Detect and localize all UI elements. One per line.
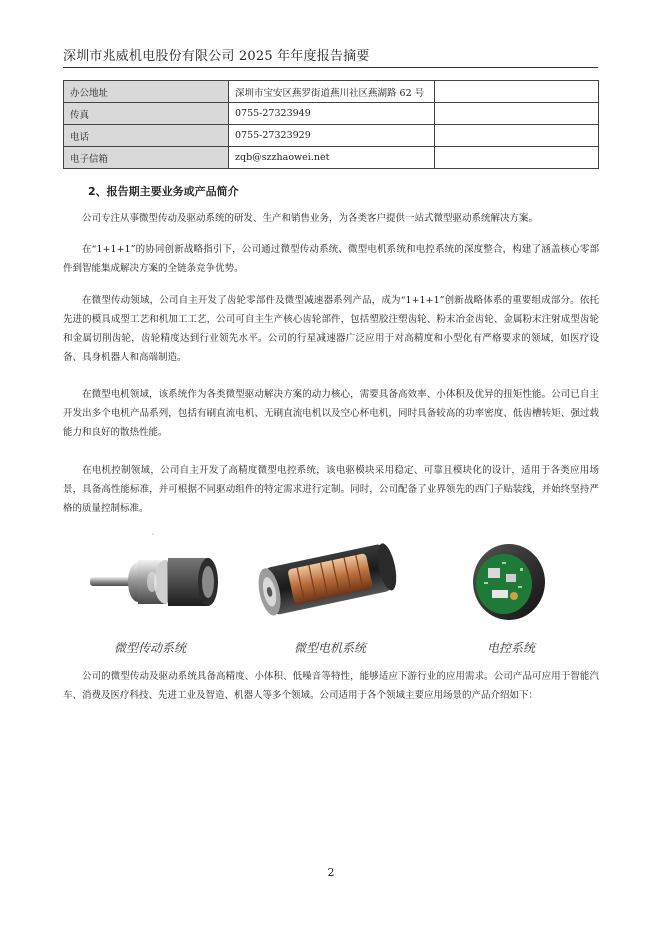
table-cell-extra <box>435 125 599 147</box>
section-heading: 2、报告期主要业务或产品简介 <box>88 185 239 198</box>
paragraph-motor: 在微型电机领域，该系统作为各类微型驱动解决方案的动力核心，需要具备高效率、小体积及优异的扭矩性能。公司已自主开发出多个电机产品系列，包括有刷直流电机、无刷直流电机以及空心杯电机，同时具备较高的功率密度、低齿槽转矩、强过载能力和良好的散热性能。 <box>63 389 599 438</box>
caption-electronic-control: 电控系统 <box>487 641 536 655</box>
table-cell-extra <box>435 103 599 125</box>
caption-micro-motor: 微型电机系统 <box>294 641 367 655</box>
table-cell-value: 0755-27323949 <box>229 103 435 125</box>
paragraph-transmission: 在微型传动领域，公司自主开发了齿轮零部件及微型减速器系列产品，成为“1+1+1”创新战略体系的重要组成部分。依托先进的模具成型工艺和机加工工艺，公司可自主生产核心齿轮部件，包括塑胶注塑齿轮、粉末冶金齿轮、金属粉末注射成型齿轮和金属切削齿轮，齿轮精度达到行业领先水平。公司的行星减速器广泛应用于对高精度和小型化有严格要求的领域，如医疗设备、具身机器人和高端制造。 <box>63 295 599 363</box>
table-cell-extra <box>435 81 599 103</box>
table-cell-value: 0755-27323929 <box>229 125 435 147</box>
micro-transmission-image <box>88 538 228 618</box>
table-cell-value: zqb@szzhaowei.net <box>229 147 435 169</box>
paragraph-strategy: 在“1+1+1”的协同创新战略指引下，公司通过微型传动系统、微型电机系统和电控系统的深度整合，构建了涵盖核心零部件到智能集成解决方案的全链条竞争优势。 <box>63 244 599 274</box>
page-number: 2 <box>327 866 335 879</box>
header-divider <box>63 67 598 68</box>
table-row <box>64 125 599 147</box>
table-cell-value: 深圳市宝安区燕罗街道燕川社区燕湖路 62 号 <box>229 81 435 103</box>
table-row <box>64 147 599 169</box>
image-mark: ˙ <box>151 533 155 542</box>
table-cell-label: 电子信箱 <box>64 147 229 169</box>
table-cell-label: 电话 <box>64 125 229 147</box>
micro-motor-image <box>250 533 410 623</box>
caption-micro-transmission: 微型传动系统 <box>114 641 187 655</box>
paragraph-applications: 公司的微型传动及驱动系统具备高精度、小体积、低噪音等特性，能够适应下游行业的应用需求。公司产品可应用于智能汽车、消费及医疗科技、先进工业及智造、机器人等多个领域。公司适用于各个领域主要应用场景的产品介绍如下： <box>63 671 599 701</box>
table-cell-label: 传真 <box>64 103 229 125</box>
paragraph-control: 在电机控制领域，公司自主开发了高精度微型电控系统，该电驱模块采用稳定、可靠且模块化的设计，适用于各类应用场景，具备高性能标准，并可根据不同驱动组件的特定需求进行定制。同时，公司配备了业界领先的西门子贴装线，并始终坚持严格的质量控制标准。 <box>63 465 599 514</box>
table-row <box>64 103 599 125</box>
table-row <box>64 81 599 103</box>
report-header-title: 深圳市兆威机电股份有限公司 2025 年年度报告摘要 <box>63 49 370 64</box>
table-cell-label: 办公地址 <box>64 81 229 103</box>
paragraph-intro: 公司专注从事微型传动及驱动系统的研发、生产和销售业务，为各类客户提供一站式微型驱动系统解决方案。 <box>82 213 539 224</box>
table-cell-extra <box>435 147 599 169</box>
contact-info-table <box>63 80 599 169</box>
electronic-control-image <box>462 538 552 623</box>
